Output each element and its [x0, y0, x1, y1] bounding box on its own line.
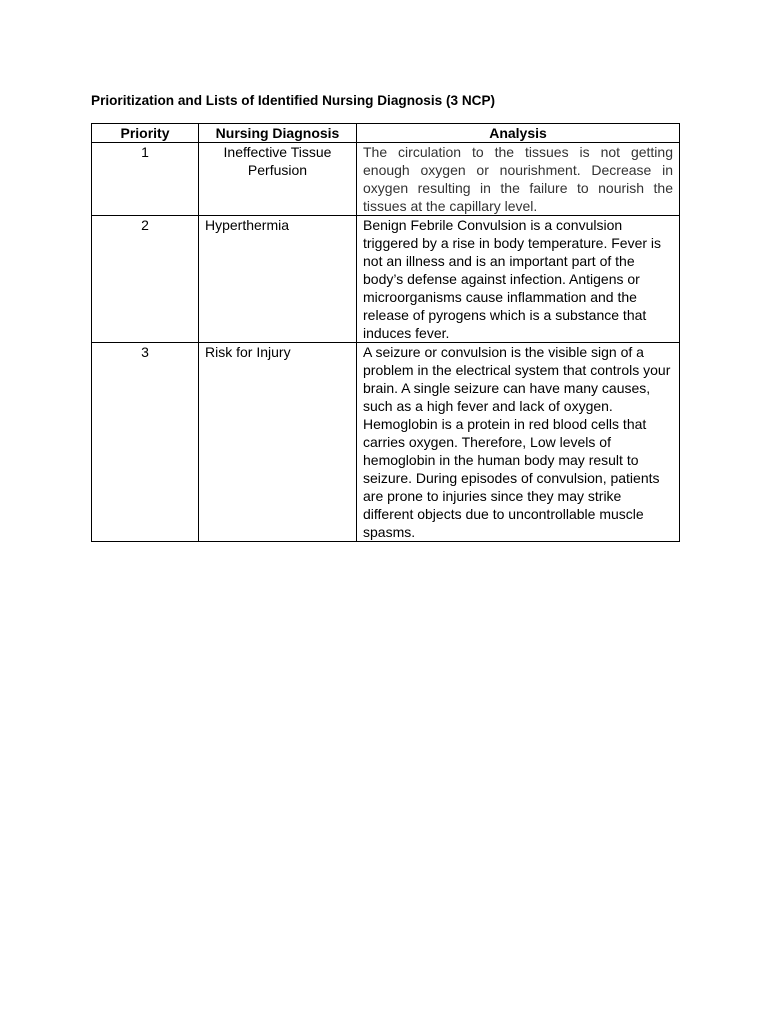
- priority-cell: 3: [92, 343, 199, 542]
- header-nursing-diagnosis: Nursing Diagnosis: [199, 124, 357, 143]
- priority-cell: 1: [92, 143, 199, 216]
- analysis-cell: A seizure or convulsion is the visible sign of a problem in the electrical system that controls your brain. A single seizure can have many causes, such as a high fever and lack of oxygen. Hemoglobin is a protein in red blood cells that carries oxygen. Therefore, Low levels of hemoglobin in the human body may result to seizure. During episodes of convulsion, patients are prone to injuries since they may strike different objects due to uncontrollable muscle spasms.: [357, 343, 680, 542]
- table-header-row: [92, 124, 680, 143]
- analysis-cell: The circulation to the tissues is not getting enough oxygen or nourishment. Decrease in oxygen resulting in the failure to nourish the tissues at the capillary level.: [357, 143, 680, 216]
- nursing-diagnosis-table: [91, 123, 680, 542]
- table-row: [92, 143, 680, 216]
- diagnosis-cell: Hyperthermia: [199, 216, 357, 343]
- diagnosis-cell: Ineffective Tissue Perfusion: [199, 143, 357, 216]
- header-analysis: Analysis: [357, 124, 680, 143]
- analysis-cell: Benign Febrile Convulsion is a convulsion triggered by a rise in body temperature. Fever is not an illness and is an important part of the body’s defense against infection. Antigens or microorganisms cause inflammation and the release of pyrogens which is a substance that induces fever.: [357, 216, 680, 343]
- diagnosis-cell: Risk for Injury: [199, 343, 357, 542]
- priority-cell: 2: [92, 216, 199, 343]
- header-priority: Priority: [92, 124, 199, 143]
- table-row: [92, 216, 680, 343]
- table-row: [92, 343, 680, 542]
- document-title: Prioritization and Lists of Identified Nursing Diagnosis (3 NCP): [91, 93, 496, 108]
